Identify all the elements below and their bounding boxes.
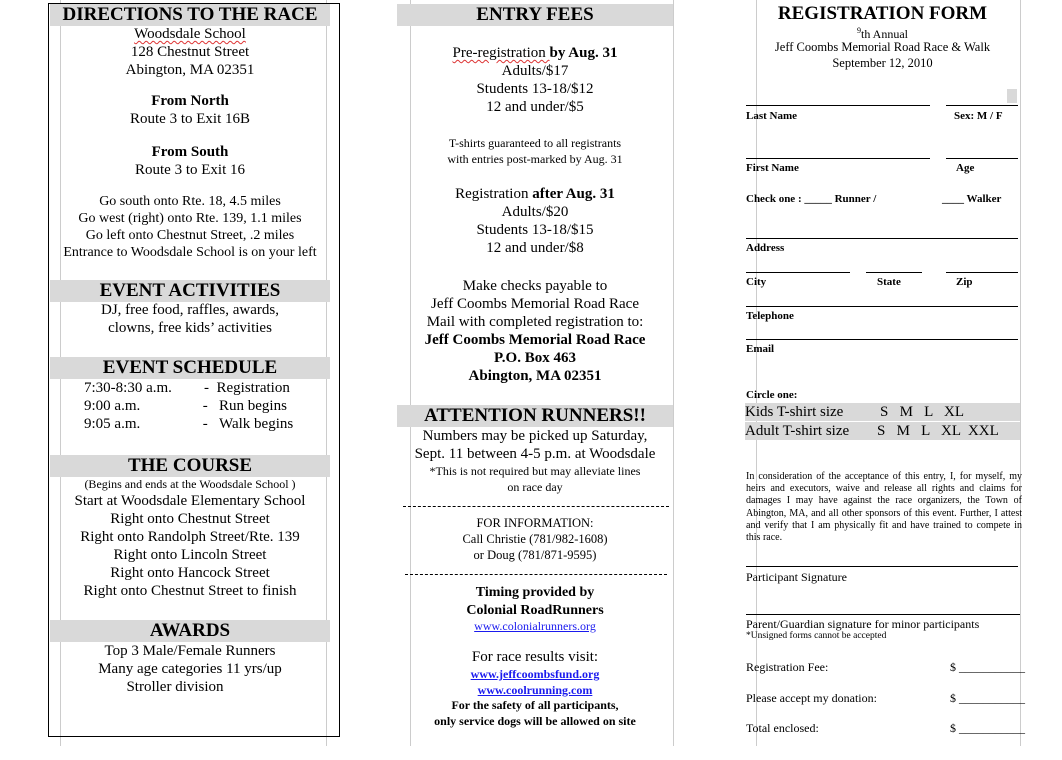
colonial-runners-link[interactable]: www.colonialrunners.org [474,619,596,633]
schedule-heading: EVENT SCHEDULE [50,357,330,379]
address-label: Address [746,242,785,254]
directions-heading: DIRECTIONS TO THE RACE [50,4,330,26]
awards-line: Top 3 Male/Female Runners [104,643,276,659]
post-registration-title: Registration after Aug. 31 [455,186,615,202]
timing-line: Colonial RoadRunners [466,603,604,618]
mail-address-line: P.O. Box 463 [494,350,576,366]
from-south [50,143,330,179]
last-name-label: Last Name [746,110,798,122]
from-north-heading: From North [151,93,229,109]
timing-line: Timing provided by [475,585,595,600]
email-field[interactable] [746,339,1018,340]
schedule-event: - Run begins [184,398,287,414]
age-label: Age [956,162,975,174]
adult-tshirt-label: Adult T-shirt size [745,423,850,439]
edition-number: 9 [857,26,861,35]
pickup-note-line: on race day [507,480,563,494]
pickup-line: Numbers may be picked up Saturday, [422,428,648,444]
schedule-row [84,379,324,397]
timing-link-row [397,618,673,634]
edition-label: th Annual [861,27,908,41]
age-field[interactable] [946,158,1018,159]
total-enclosed-field[interactable]: $ ___________ [950,721,1025,735]
direction-step: Go left onto Chestnut Street, .2 miles [85,228,295,243]
direction-step: Go west (right) onto Rte. 139, 1.1 miles [78,211,302,226]
results-heading: For race results visit: [471,649,599,665]
participant-signature-label: Participant Signature [746,570,847,584]
school-street: 128 Chestnut Street [130,44,250,60]
circle-one-label: Circle one: [746,389,798,401]
payment-line: Make checks payable to [462,278,608,294]
kids-tshirt-label: Kids T-shirt size [745,404,844,420]
schedule-row [84,415,324,433]
adult-tshirt-sizes[interactable]: S M L XL XXL [877,423,999,439]
awards-line: Many age categories 11 yrs/up [98,661,282,677]
course-line: Right onto Lincoln Street [113,547,267,563]
parent-signature-label: Parent/Guardian signature for minor participants [746,617,980,631]
pickup-note [397,463,673,495]
course-route [50,492,330,600]
course-heading: THE COURSE [50,455,330,477]
pre-fee-line: Students 13-18/$12 [476,81,594,97]
direction-steps [50,193,330,261]
direction-step: Go south onto Rte. 18, 4.5 miles [99,194,281,209]
schedule-table [84,379,324,433]
payment-info [397,277,673,385]
coolrunning-link[interactable]: www.coolrunning.com [477,683,593,697]
city-field[interactable] [746,272,850,273]
state-label: State [877,276,901,288]
from-south-route: Route 3 to Exit 16 [135,162,245,178]
post-fee-line: 12 and under/$8 [486,240,584,256]
contact-line: FOR INFORMATION: [476,516,594,530]
contact-line: Call Christie (781/982-1608) [462,532,608,546]
sex-field[interactable] [946,105,1018,106]
pickup-line: Sept. 11 between 4-5 p.m. at Woodsdale [414,446,656,462]
post-fee-line: Students 13-18/$15 [476,222,594,238]
course-note: (Begins and ends at the Woodsdale School ) [84,477,296,491]
donation-label: Please accept my donation: [746,691,877,705]
form-title: REGISTRATION FORM [777,3,988,24]
safety-note [397,697,673,729]
form-edition [745,24,1020,41]
pre-fee-line: Adults/$17 [501,63,569,79]
activities-text [50,301,330,337]
sex-label: Sex: M / F [954,110,1003,122]
fees-heading: ENTRY FEES [397,4,673,26]
waiver-text: In consideration of the acceptance of this entry, I, for myself, my heirs and executors, waive and release all rights and claims for damages I may have against the race organizers, the Town of Abington, MA, and all other sponsors of this event. Further, I attest and verify that I am physically fit and have trained to compete in this race. [746,471,1022,544]
address-field[interactable] [746,238,1018,239]
payment-line: Jeff Coombs Memorial Road Race [430,296,639,312]
pre-registration-title: Pre-registration by Aug. 31 [452,45,618,61]
form-event-name: Jeff Coombs Memorial Road Race & Walk [774,40,991,54]
activities-heading: EVENT ACTIVITIES [50,280,330,302]
from-north-route: Route 3 to Exit 16B [130,111,250,127]
unsigned-note: *Unsigned forms cannot be accepted [746,631,887,641]
schedule-time: 7:30-8:30 a.m. [84,380,172,396]
registration-fee-label: Registration Fee: [746,660,829,674]
last-name-field[interactable] [746,105,930,106]
school-city: Abington, MA 02351 [125,62,255,78]
parent-signature-field[interactable] [746,614,1020,615]
post-fee-line: Adults/$20 [501,204,569,220]
telephone-field[interactable] [746,306,1018,307]
tshirt-line: with entries post-marked by Aug. 31 [447,152,623,166]
form-event-date: September 12, 2010 [832,56,933,70]
schedule-event: - Registration [204,380,290,396]
zip-field[interactable] [946,272,1018,273]
pre-registration [397,44,673,116]
safety-line: For the safety of all participants, [451,698,619,712]
results-links [397,666,673,698]
payment-line: Mail with completed registration to: [426,314,644,330]
schedule-row [84,397,324,415]
city-label: City [746,276,767,288]
post-registration [397,185,673,257]
schedule-event: - Walk begins [184,416,294,432]
activities-line: clowns, free kids’ activities [108,320,272,336]
pickup-info [397,427,673,463]
jeffcoombs-fund-link[interactable]: www.jeffcoombsfund.org [470,667,600,681]
contact-info [397,515,673,563]
adult-tshirt-row[interactable] [745,422,1020,440]
attention-heading: ATTENTION RUNNERS!! [397,405,673,427]
first-name-label: First Name [746,162,799,174]
total-enclosed-label: Total enclosed: [746,721,819,735]
school-name: Woodsdale School [134,26,246,42]
registration-fee-field[interactable]: $ ___________ [950,660,1025,674]
email-label: Email [746,343,775,355]
field-cursor-marker [1007,89,1017,103]
walker-checkbox[interactable]: ____ Walker [942,193,1002,205]
directions-address [50,25,330,79]
kids-tshirt-row[interactable] [745,403,1020,421]
participant-signature-field[interactable] [746,566,1018,567]
schedule-time: 9:05 a.m. [84,416,141,432]
schedule-time: 9:00 a.m. [84,398,141,414]
mail-address-line: Abington, MA 02351 [468,368,602,384]
donation-field[interactable]: $ ___________ [950,691,1025,705]
course-line: Right onto Chestnut Street [110,511,270,527]
course-line: Start at Woodsdale Elementary School [74,493,306,509]
awards-text [50,642,330,696]
pickup-note-line: *This is not required but may alleviate lines [429,464,641,478]
awards-line: Stroller division [126,679,224,695]
from-south-heading: From South [151,144,229,160]
zip-label: Zip [956,276,973,288]
safety-line: only service dogs will be allowed on site [434,714,636,728]
runner-checkbox[interactable]: Check one : _____ Runner / [746,193,877,205]
divider-dashed [403,506,669,507]
divider-dashed [405,574,667,575]
activities-line: DJ, free food, raffles, awards, [101,302,279,318]
timing-credit [397,584,673,620]
course-line: Right onto Hancock Street [110,565,270,581]
tshirt-guarantee [397,135,673,167]
pre-fee-line: 12 and under/$5 [486,99,584,115]
mail-address-line: Jeff Coombs Memorial Road Race [424,332,646,348]
tshirt-line: T-shirts guaranteed to all registrants [448,136,622,150]
direction-step: Entrance to Woodsdale School is on your left [63,245,317,260]
course-line: Right onto Chestnut Street to finish [83,583,297,599]
course-line: Right onto Randolph Street/Rte. 139 [80,529,300,545]
contact-line: or Doug (781/871-9595) [473,548,597,562]
first-name-field[interactable] [746,158,930,159]
state-field[interactable] [866,272,922,273]
telephone-label: Telephone [746,310,794,322]
kids-tshirt-sizes[interactable]: S M L XL [880,404,965,420]
awards-heading: AWARDS [50,620,330,642]
from-north [50,92,330,128]
